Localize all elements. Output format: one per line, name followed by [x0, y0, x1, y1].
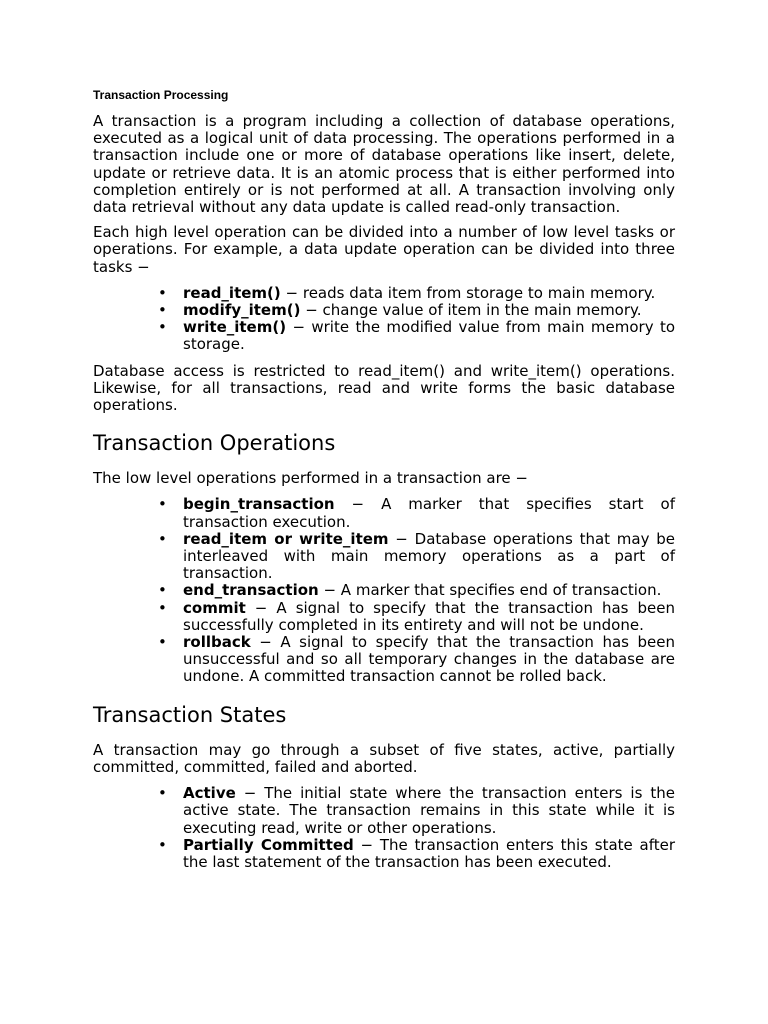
list-item-term: commit [183, 598, 246, 617]
bullet-icon: • [158, 581, 167, 600]
operations-heading: Transaction Operations [93, 431, 336, 456]
document-page [93, 87, 675, 871]
list-item-term: Active [183, 784, 236, 803]
bullet-icon: • [158, 495, 167, 514]
states-heading: Transaction States [93, 702, 287, 727]
list-item-text: − The initial state where the transaction enters is the active state. The transaction remains in this state while it is executing read, write or other operations. [183, 784, 675, 837]
list-item-text: − Database operations that may be interleaved with main memory operations as a part of transaction. [183, 529, 675, 583]
list-item [158, 581, 675, 600]
bullet-icon: • [158, 835, 167, 854]
list-item-text: − change value of item in the main memory. [300, 301, 642, 320]
list-item [158, 318, 675, 354]
list-item-text: − A marker that specifies start of transaction execution. [183, 495, 675, 531]
access-paragraph: Database access is restricted to read_item() and write_item() operations. Likewise, for all transactions, read and write forms the basic database operations. [93, 361, 675, 415]
list-item-term: read_item() [183, 283, 281, 302]
states-intro: A transaction may go through a subset of five states, active, partially committed, committed, failed and aborted. [93, 740, 675, 776]
list-item [158, 598, 675, 634]
list-item-term: modify_item() [183, 301, 301, 320]
list-item-term: begin_transaction [183, 495, 335, 514]
list-item [158, 495, 675, 531]
bullet-icon: • [158, 529, 167, 548]
list-item-text: − A marker that specifies end of transaction. [318, 581, 662, 600]
list-item-text: − A signal to specify that the transaction has been successfully completed in its entirety and will not be undone. [183, 598, 675, 634]
bullet-icon: • [158, 633, 167, 652]
list-item-term: end_transaction [183, 581, 319, 600]
bullet-icon: • [158, 318, 167, 337]
list-item-term: write_item() [183, 318, 287, 337]
bullet-icon: • [158, 283, 167, 302]
list-item-text: − The transaction enters this state after the last statement of the transaction has been executed. [183, 835, 676, 871]
intro-paragraph: A transaction is a program including a collection of database operations, executed as a logical unit of data processing. The operations performed in a transaction include one or more of database operations like insert, delete, update or retrieve data. It is an atomic process that is either performed into completion entirely or is not performed at all. A transaction involving only data retrieval without any data update is called read-only transaction. [93, 112, 675, 217]
bullet-icon: • [158, 301, 167, 320]
list-item-text: − A signal to specify that the transaction has been unsuccessful and so all temporary changes in the database are undone. A committed transaction cannot be rolled back. [183, 633, 675, 686]
tasks-list [93, 285, 675, 354]
bullet-icon: • [158, 784, 167, 803]
list-item [158, 301, 675, 320]
list-item [158, 835, 676, 871]
list-item-text: − write the modified value from main memory to storage. [183, 318, 675, 354]
tasks-intro-paragraph: Each high level operation can be divided into a number of low level tasks or operations. For example, a data update operation can be divided into three tasks − [93, 223, 675, 276]
list-item-term: read_item or write_item [183, 529, 389, 548]
operations-list [93, 496, 675, 685]
list-item [158, 283, 675, 302]
document-title: Transaction Processing [93, 88, 229, 102]
list-item-term: rollback [183, 633, 251, 652]
list-item [158, 529, 675, 583]
states-list [93, 785, 675, 871]
list-item [158, 784, 675, 837]
operations-intro: The low level operations performed in a transaction are − [93, 469, 528, 488]
list-item [158, 633, 675, 686]
list-item-text: − reads data item from storage to main memory. [280, 283, 656, 302]
bullet-icon: • [158, 598, 167, 617]
list-item-term: Partially Committed [183, 835, 354, 854]
